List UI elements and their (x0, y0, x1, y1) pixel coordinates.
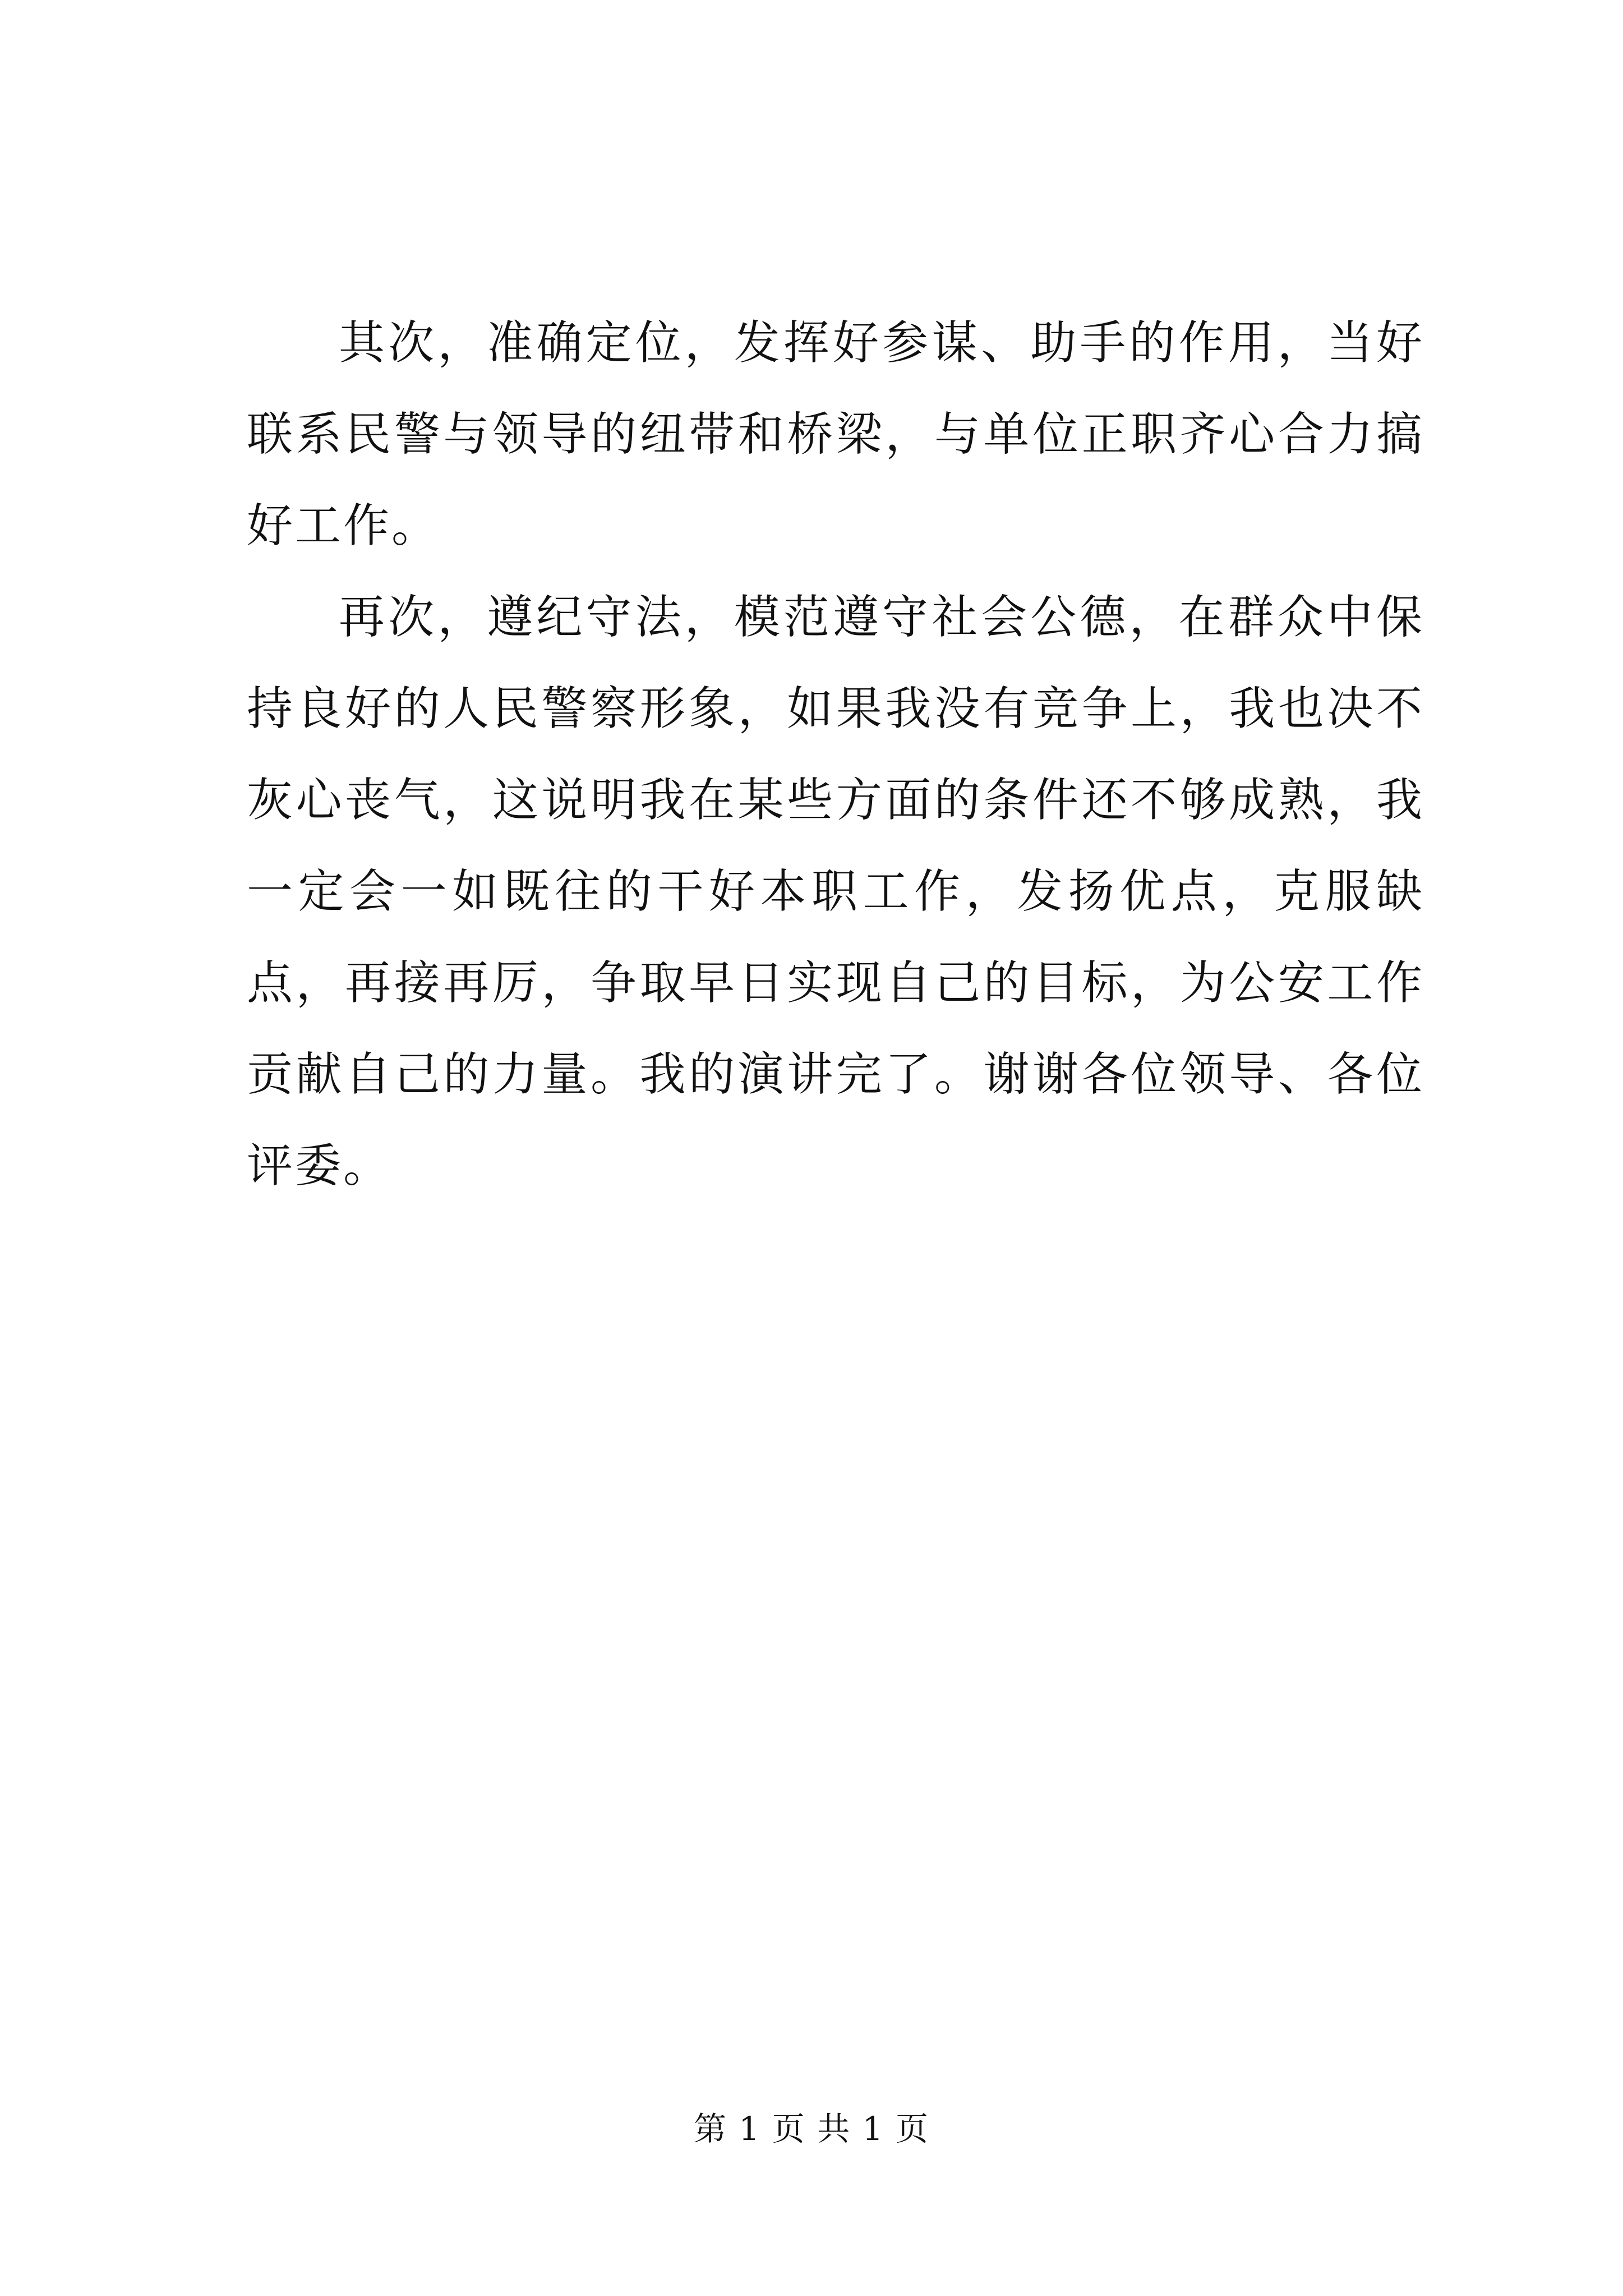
paragraph-2: 再次，遵纪守法，模范遵守社会公德，在群众中保持良好的人民警察形象，如果我没有竞争上，我也决不灰心丧气，这说明我在某些方面的条件还不够成熟，我一定会一如既往的干好本职工作，发扬优点，克服缺点，再接再厉，争取早日实现自己的目标，为公安工作贡献自己的力量。我的演讲完了。谢谢各位领导、各位评委。 (247, 591, 1424, 1193)
page-footer: 第 1 页 共 1 页 (694, 2110, 929, 2148)
document-body (247, 297, 1424, 1212)
paragraph-1: 其次，准确定位，发挥好参谋、助手的作用，当好联系民警与领导的纽带和桥梁，与单位正职齐心合力搞好工作。 (247, 316, 1424, 553)
